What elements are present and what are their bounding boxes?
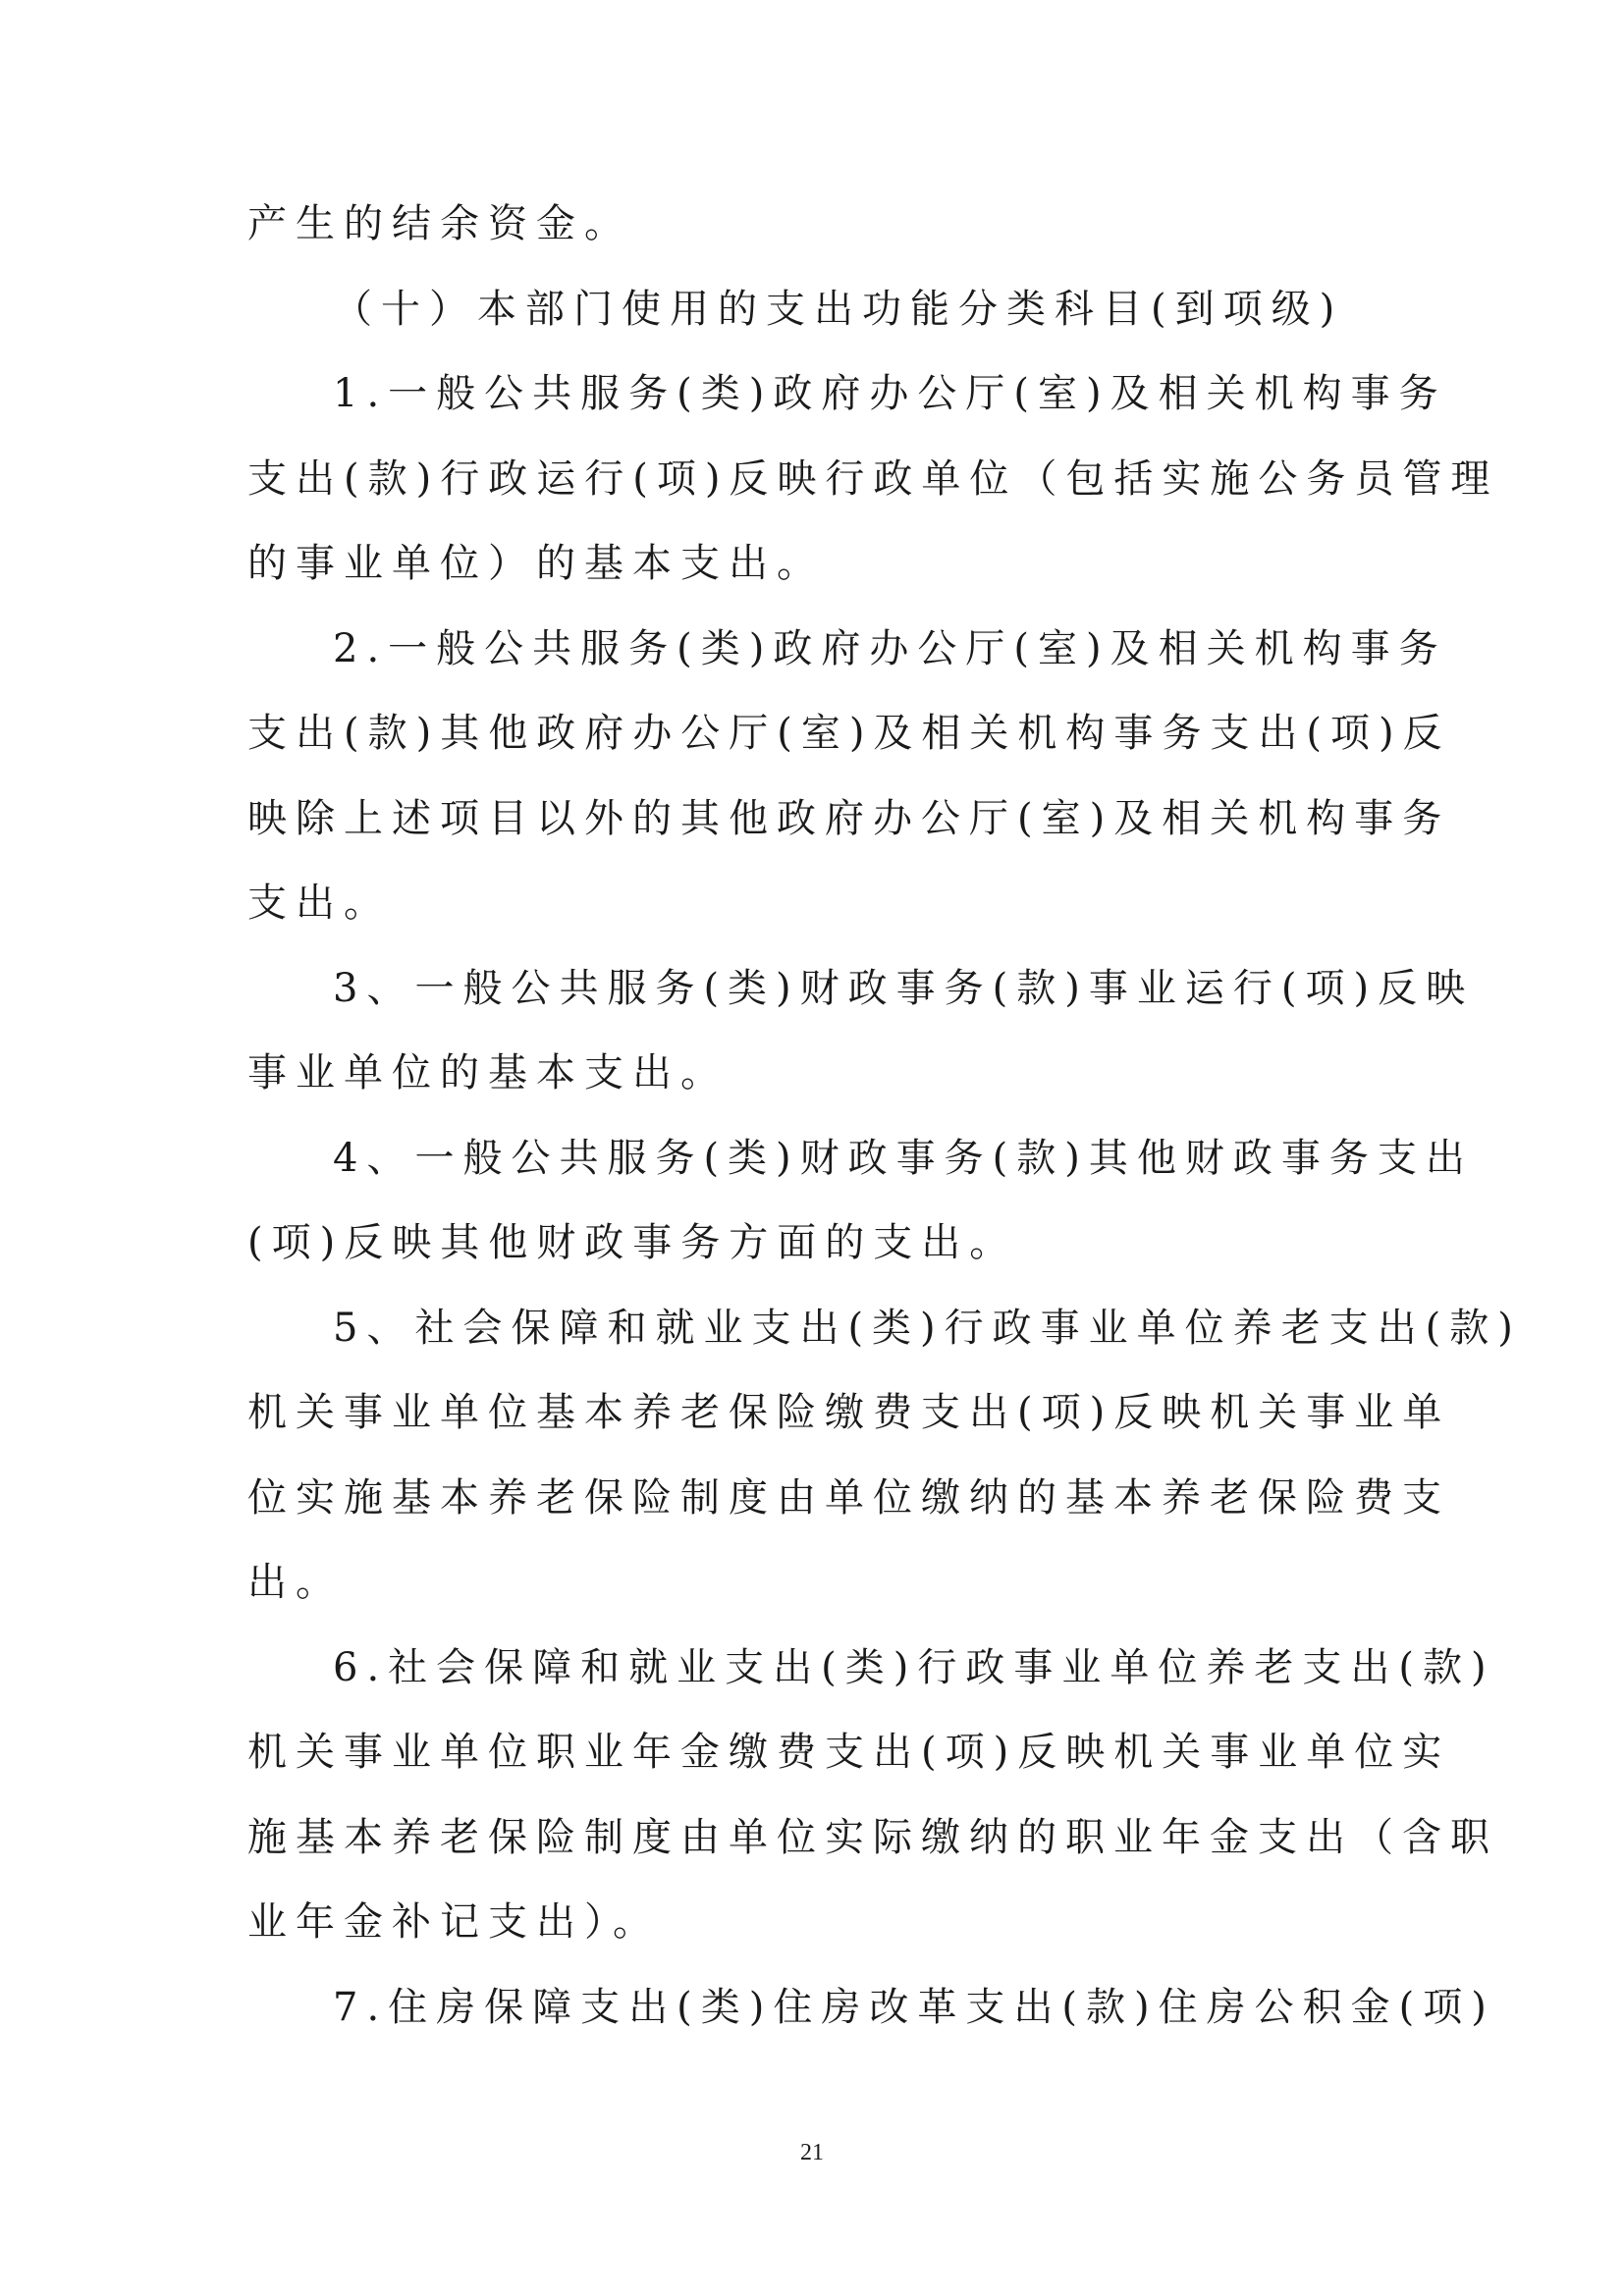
- text-line: 5、社会保障和就业支出(类)行政事业单位养老支出(款): [333, 1305, 1522, 1351]
- text-line: 6.社会保障和就业支出(类)行政事业单位养老支出(款): [333, 1644, 1495, 1690]
- text-line: 支出。: [247, 881, 392, 926]
- text-line: 业年金补记支出）。: [247, 1899, 661, 1945]
- text-line: 3、一般公共服务(类)财政事务(款)事业运行(项)反映: [333, 965, 1475, 1011]
- text-line: 4、一般公共服务(类)财政事务(款)其他财政事务支出: [333, 1135, 1474, 1181]
- page-number: 21: [800, 2140, 824, 2165]
- section-heading: （十）本部门使用的支出功能分类科目(到项级): [333, 286, 1344, 332]
- text-line: 位实施基本养老保险制度由单位缴纳的基本养老保险费支: [247, 1474, 1450, 1521]
- text-line: 的事业单位）的基本支出。: [247, 541, 825, 586]
- text-line: 1.一般公共服务(类)政府办公厅(室)及相关机构事务: [333, 371, 1447, 416]
- text-line: 出。: [247, 1560, 344, 1605]
- text-line: 机关事业单位基本养老保险缴费支出(项)反映机关事业单: [247, 1390, 1451, 1435]
- document-body: [247, 182, 1522, 2050]
- text-line: 映除上述项目以外的其他政府办公厅(室)及相关机构事务: [247, 795, 1451, 841]
- text-line: 7.住房保障支出(类)住房改革支出(款)住房公积金(项): [333, 1984, 1495, 2030]
- text-line: 事业单位的基本支出。: [247, 1050, 729, 1095]
- text-line: 支出(款)其他政府办公厅(室)及相关机构事务支出(项)反: [247, 711, 1451, 756]
- text-line: 2.一般公共服务(类)政府办公厅(室)及相关机构事务: [333, 625, 1447, 671]
- text-line: 支出(款)行政运行(项)反映行政单位（包括实施公务员管理: [247, 455, 1499, 502]
- text-line: (项)反映其他财政事务方面的支出。: [247, 1220, 1018, 1265]
- text-line: 机关事业单位职业年金缴费支出(项)反映机关事业单位实: [247, 1730, 1451, 1775]
- text-line: 产生的结余资金。: [247, 201, 632, 246]
- text-line: 施基本养老保险制度由单位实际缴纳的职业年金支出（含职: [247, 1814, 1498, 1860]
